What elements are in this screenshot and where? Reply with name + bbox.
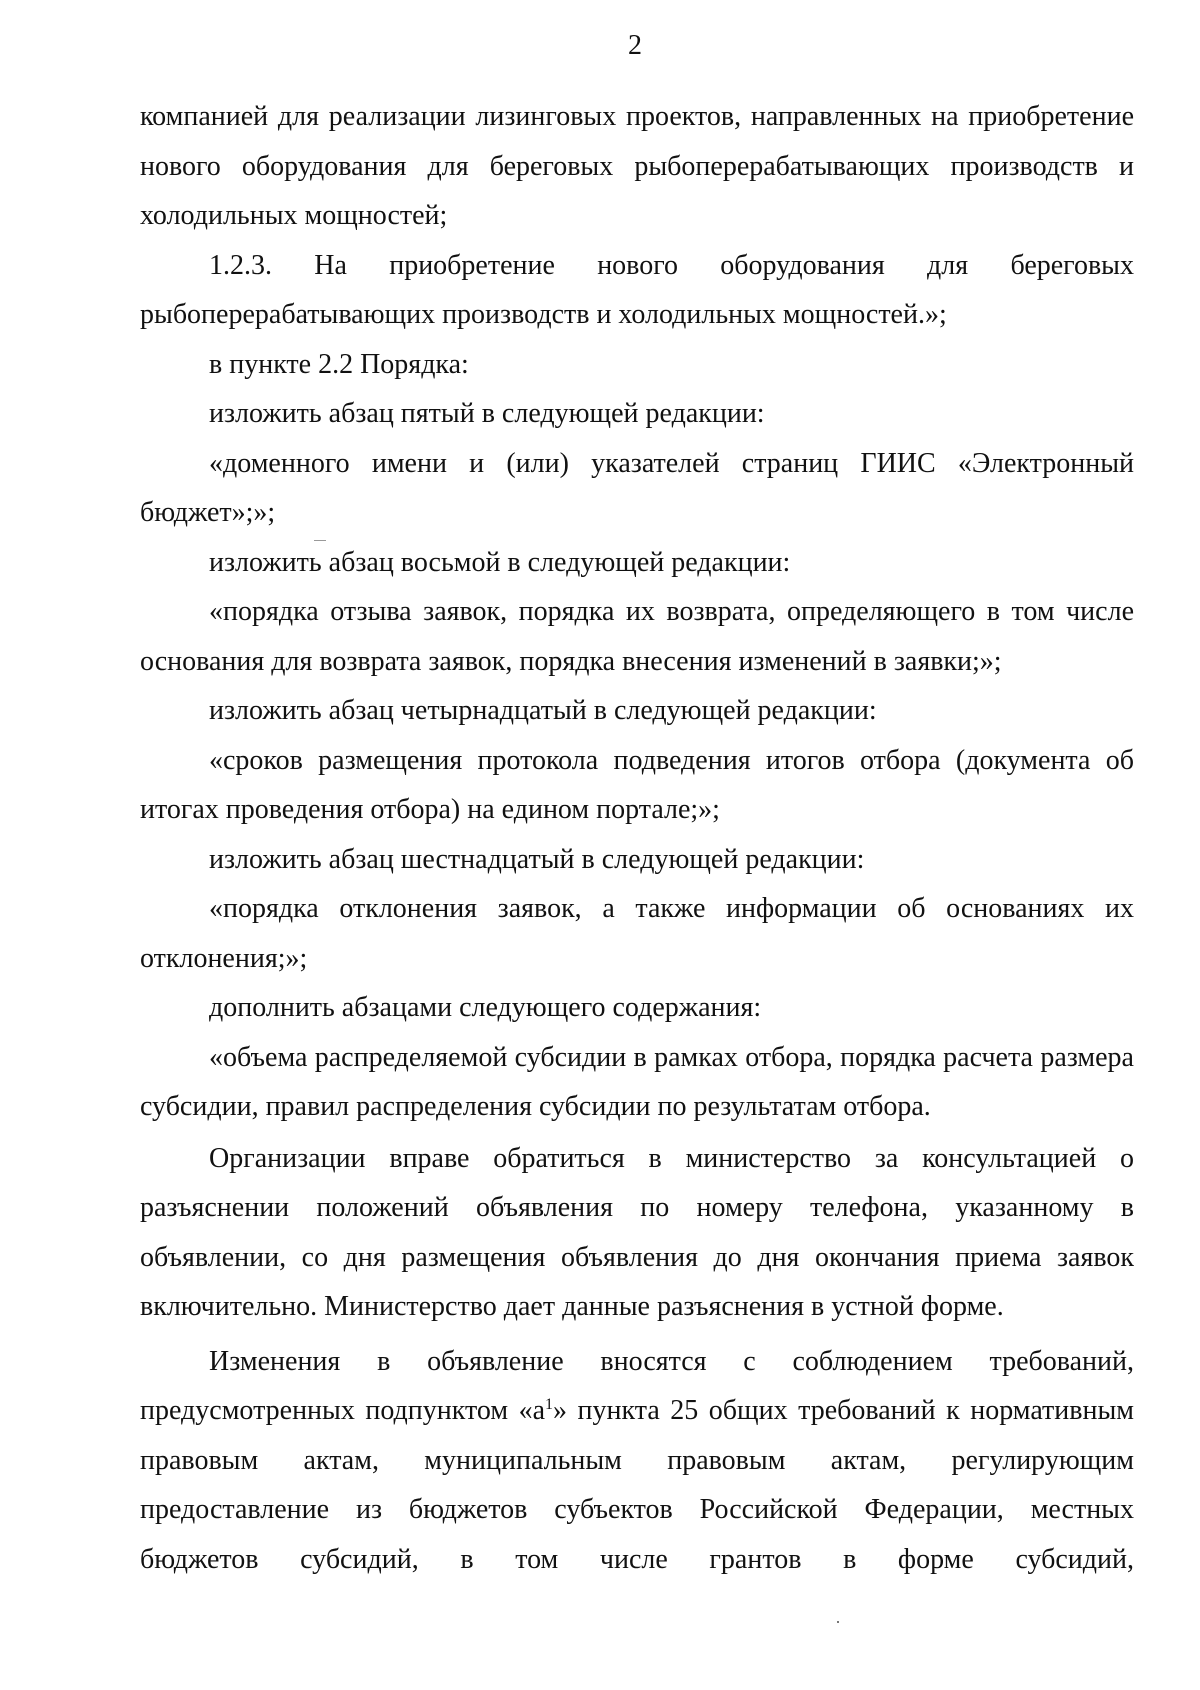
- paragraph-9: «сроков размещения протокола подведения итогов отбора (документа об итогах проведения отбора) на едином портале;»;: [140, 744, 1134, 825]
- scan-dot: [837, 1621, 839, 1623]
- paragraph-7: «порядка отзыва заявок, порядка их возврата, определяющего в том числе основания для возврата заявок, порядка внесения изменений в заявки;»;: [140, 596, 1134, 677]
- paragraph-item-1-2-3: 1.2.3. На приобретение нового оборудования для береговых рыбоперерабатывающих производств и холодильных мощностей.»;: [140, 249, 1134, 330]
- paragraph-15-part-2: » пункта 25 общих требований к нормативным правовым актам, муниципальным правовым актам, регулирующим предоставление из бюджетов субъектов Российской Федерации, местных бюджетов субсидий, в том числе грантов в форме субсидий,: [140, 1395, 1134, 1575]
- paragraph-12: дополнить абзацами следующего содержания:: [209, 992, 762, 1023]
- paragraph-15-part-1: Изменения в объявление вносятся с соблюдением требований, предусмотренных подпунктом «а: [140, 1345, 1134, 1426]
- paragraph-6: изложить абзац восьмой в следующей редакции:: [209, 546, 791, 578]
- paragraph-5: «доменного имени и (или) указателей страниц ГИИС «Электронный бюджет»;»;: [140, 447, 1134, 528]
- paragraph-8: изложить абзац четырнадцатый в следующей редакции:: [209, 695, 877, 726]
- superscript-1: 1: [545, 1396, 554, 1413]
- paragraph-15: [140, 1337, 1134, 1585]
- paragraph-14: Организации вправе обратиться в министерство за консультацией о разъяснении положений объявления по номеру телефона, указанному в объявлении, со дня размещения объявления до дня окончания приема заявок включительно. Министерство дает данные разъяснения в устной форме.: [140, 1142, 1134, 1322]
- paragraph-10: изложить абзац шестнадцатый в следующей редакции:: [209, 843, 865, 875]
- paragraph-1: компанией для реализации лизинговых проектов, направленных на приобретение нового оборудования для береговых рыбоперерабатывающих производств и холодильных мощностей;: [140, 101, 1134, 231]
- document-body: [140, 92, 1134, 1584]
- paragraph-3: в пункте 2.2 Порядка:: [209, 348, 469, 380]
- paragraph-11: «порядка отклонения заявок, а также информации об основаниях их отклонения;»;: [140, 893, 1134, 974]
- paragraph-4: изложить абзац пятый в следующей редакции:: [209, 398, 765, 429]
- page-number: 2: [628, 30, 642, 61]
- scan-mark: [314, 540, 326, 541]
- paragraph-13: «объема распределяемой субсидии в рамках отбора, порядка расчета размера субсидии, правил распределения субсидии по результатам отбора.: [140, 1041, 1134, 1122]
